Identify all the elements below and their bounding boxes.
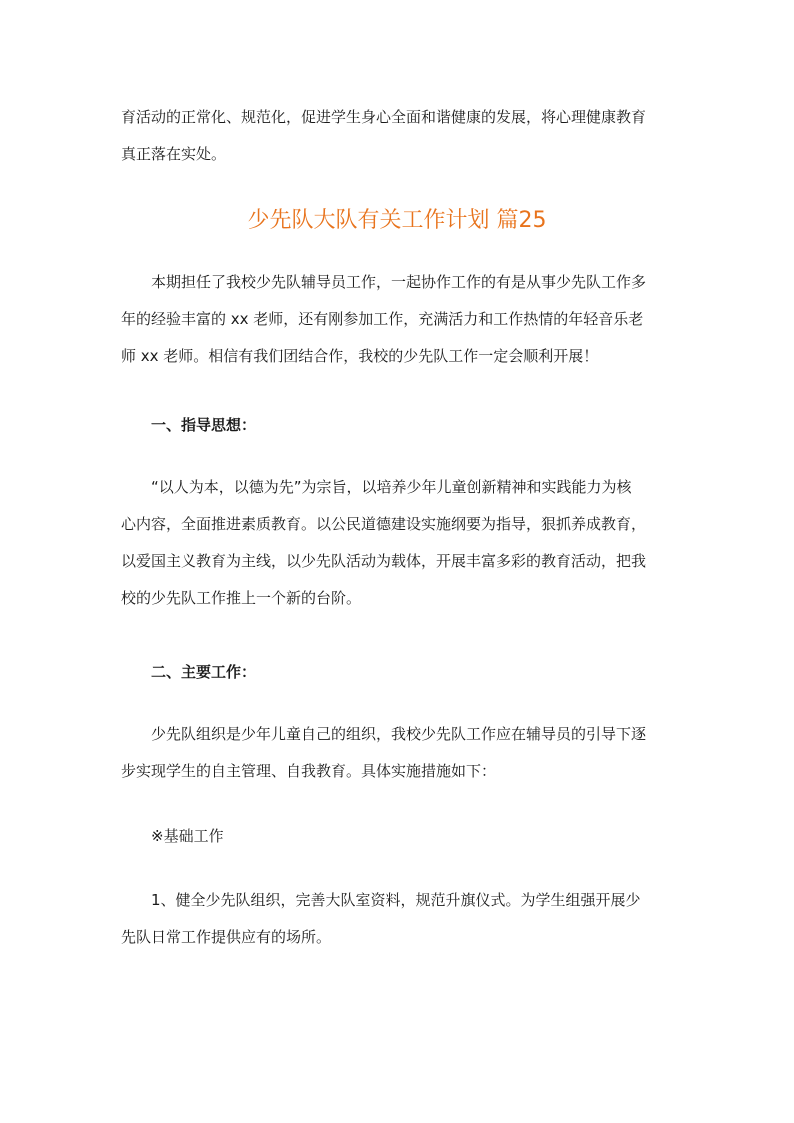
paragraph-3 — [121, 716, 677, 790]
heading-text: 一、指导思想： — [151, 416, 257, 434]
paragraph-line: 育活动的正常化、规范化，促进学生身心全面和谐健康的发展，将心理健康教育 — [121, 108, 647, 126]
subheading-text: ※基础工作 — [151, 827, 224, 845]
paragraph-line: 1、健全少先队组织，完善大队室资料，规范升旗仪式。为学生组强开展少 — [151, 891, 641, 909]
paragraph-line: 步实现学生的自主管理、自我教育。具体实施措施如下： — [121, 762, 497, 780]
paragraph-4 — [121, 882, 677, 956]
heading-text: 二、主要工作： — [151, 663, 257, 681]
heading-guiding-ideology — [121, 407, 677, 444]
intro-paragraph — [121, 99, 677, 173]
paragraph-line: 师 xx 老师。相信有我们团结合作，我校的少先队工作一定会顺利开展！ — [121, 347, 599, 365]
paragraph-line: 少先队组织是少年儿童自己的组织，我校少先队工作应在辅导员的引导下逐 — [151, 725, 647, 743]
subheading-basic-work — [121, 818, 677, 855]
paragraph-line: 以爱国主义教育为主线，以少先队活动为载体，开展丰富多彩的教育活动，把我 — [121, 552, 647, 570]
section-title: 少先队大队有关工作计划 篇25 — [247, 208, 547, 233]
paragraph-line: 年的经验丰富的 xx 老师，还有刚参加工作，充满活力和工作热情的年轻音乐老 — [121, 310, 644, 328]
paragraph-line: 心内容，全面推进素质教育。以公民道德建设实施纲要为指导，狠抓养成教育， — [121, 515, 647, 533]
paragraph-line: 真正落在实处。 — [121, 145, 227, 163]
paragraph-line: “以人为本，以德为先”为宗旨，以培养少年儿童创新精神和实践能力为核 — [151, 478, 632, 496]
heading-main-work — [121, 654, 677, 691]
paragraph-line: 校的少先队工作推上一个新的台阶。 — [121, 589, 362, 607]
paragraph-line: 本期担任了我校少先队辅导员工作，一起协作工作的有是从事少先队工作多 — [151, 273, 647, 291]
paragraph-1 — [121, 264, 677, 375]
paragraph-2 — [121, 469, 677, 617]
paragraph-line: 先队日常工作提供应有的场所。 — [121, 928, 332, 946]
